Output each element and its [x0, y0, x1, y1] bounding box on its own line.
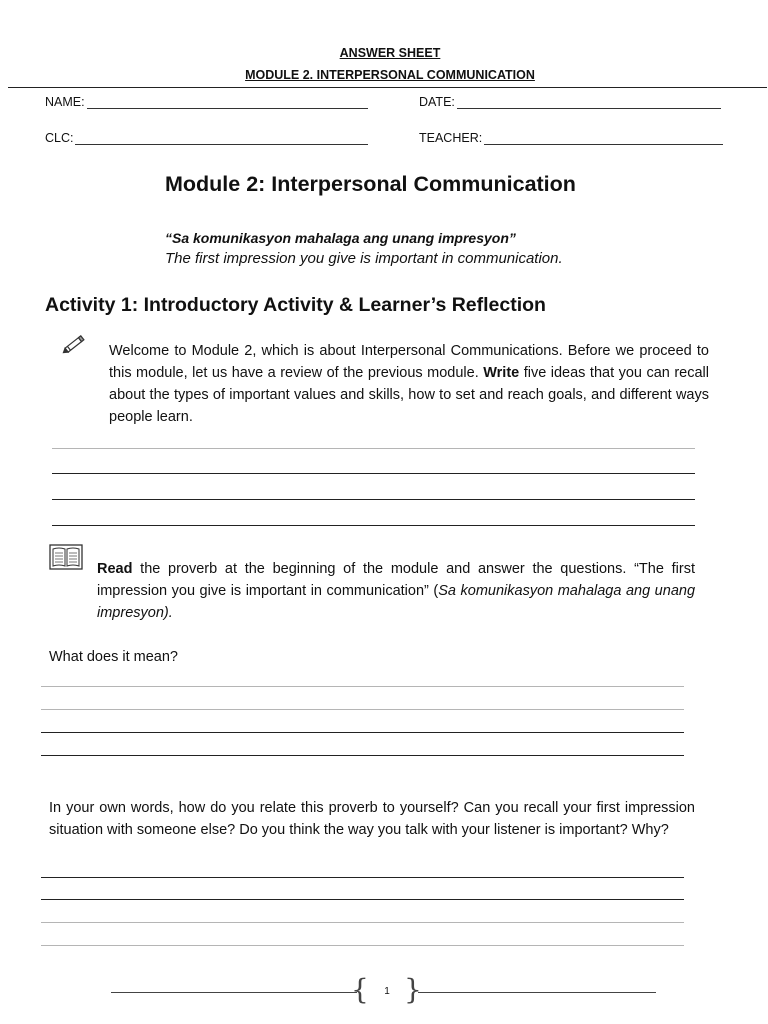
answer-sheet-heading: ANSWER SHEET — [339, 46, 441, 60]
answer-line[interactable] — [52, 473, 695, 474]
answer-line[interactable] — [41, 922, 684, 923]
header-divider — [8, 87, 767, 88]
question-relate: In your own words, how do you relate this proverb to yourself? Can you recall your first impression situation with someone else? Do you think the way you talk with your listener is important? Why? — [49, 800, 695, 838]
footer-brace-left: { — [351, 973, 369, 1006]
question-meaning: What does it mean? — [49, 649, 178, 665]
module-title: Module 2: Interpersonal Communication — [165, 172, 576, 196]
instruction-write-bold: Write — [483, 365, 520, 381]
name-field[interactable] — [45, 95, 368, 109]
instruction-read-text: the proverb at the beginning of the module and answer the questions. “The first impression you give is important in communication” ( — [97, 561, 695, 599]
teacher-label: TEACHER: — [419, 131, 483, 145]
module-heading: MODULE 2. INTERPERSONAL COMMUNICATION — [245, 68, 535, 82]
activity-title: Activity 1: Introductory Activity & Learner’s Reflection — [45, 294, 546, 316]
answer-line[interactable] — [41, 877, 684, 878]
teacher-field[interactable] — [419, 131, 723, 145]
tagalog-quote: “Sa komunikasyon mahalaga ang unang impresyon” — [165, 230, 516, 246]
teacher-input-line[interactable] — [484, 132, 723, 145]
date-input-line[interactable] — [457, 96, 721, 109]
name-label: NAME: — [45, 95, 85, 109]
footer-rule-left — [111, 992, 357, 993]
answer-line[interactable] — [41, 945, 684, 946]
page-number: 1 — [384, 986, 390, 997]
answer-line[interactable] — [41, 755, 684, 756]
answer-line[interactable] — [52, 499, 695, 500]
footer-rule-right — [418, 992, 656, 993]
answer-line[interactable] — [52, 525, 695, 526]
answer-line[interactable] — [41, 732, 684, 733]
clc-input-line[interactable] — [75, 132, 368, 145]
clc-field[interactable] — [45, 131, 368, 145]
pencil-icon — [60, 334, 88, 356]
english-quote: The first impression you give is important in communication. — [165, 250, 563, 267]
instruction-write — [109, 340, 709, 428]
instruction-read-bold: Read — [97, 561, 133, 577]
date-label: DATE: — [419, 95, 455, 109]
book-icon — [49, 544, 83, 570]
instruction-read — [97, 558, 695, 624]
answer-line[interactable] — [41, 686, 684, 687]
answer-line[interactable] — [41, 899, 684, 900]
name-input-line[interactable] — [87, 96, 368, 109]
date-field[interactable] — [419, 95, 721, 109]
footer-brace-right: } — [404, 973, 422, 1006]
answer-line[interactable] — [52, 448, 695, 449]
clc-label: CLC: — [45, 131, 74, 145]
instruction-read-italic: Sa komunikasyon mahalaga ang unang impresyon). — [97, 583, 696, 621]
answer-line[interactable] — [41, 709, 684, 710]
instruction-write-text-b: five ideas that you can recall about the types of important values and skills, how to set and reach goals, and different ways people learn. — [109, 365, 709, 425]
instruction-write-text-a: Welcome to Module 2, which is about Interpersonal Communications. Before we proceed to this module, let us have a review of the previous module. — [109, 343, 709, 381]
